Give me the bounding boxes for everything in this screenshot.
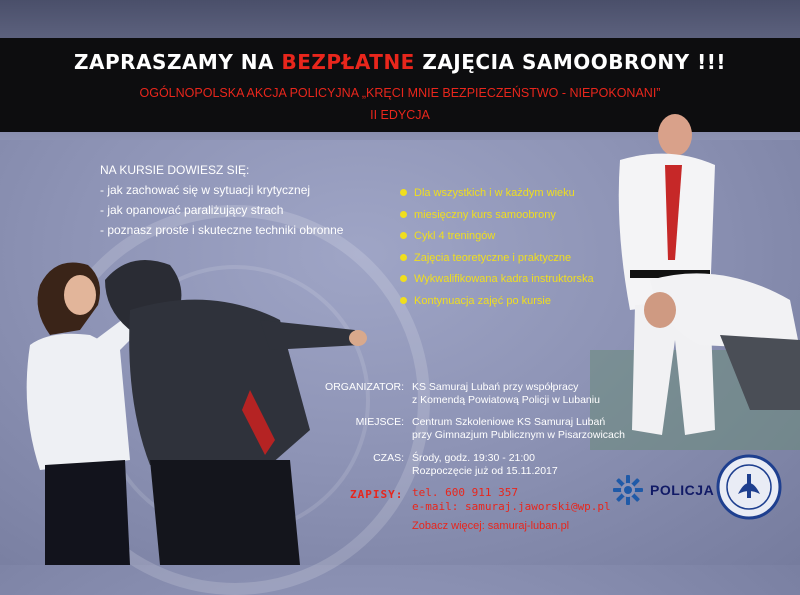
headline xyxy=(0,50,800,74)
campaign-name: OGÓLNOPOLSKA AKCJA POLICYJNA „KRĘCI MNIE BEZPIECZEŃSTWO - NIEPOKONANI” xyxy=(139,86,661,100)
woman-pants xyxy=(45,460,130,565)
organizer-value: KS Samuraj Lubań przy współpracy z Komendą Powiatową Policji w Lubaniu xyxy=(412,381,600,406)
feature-item: Wykwalifikowana kadra instruktorska xyxy=(398,272,594,294)
woman-face xyxy=(64,275,96,315)
police-logo xyxy=(612,474,714,506)
photo-instructors xyxy=(590,110,800,450)
feature-item: miesięczny kurs samoobrony xyxy=(398,208,594,230)
instructor-head xyxy=(658,114,692,156)
time-label: CZAS: xyxy=(373,452,404,464)
place-value: Centrum Szkoleniowe KS Samuraj Lubań przy Gimnazjum Publicznym w Pisarzowicach xyxy=(412,416,625,441)
feature-item: Kontynuacja zajęć po kursie xyxy=(398,294,594,316)
benefit-item: - jak opanować paraliżujący strach xyxy=(100,203,284,217)
bullet-dot-icon xyxy=(400,254,407,261)
feature-item: Zajęcia teoretyczne i praktyczne xyxy=(398,251,594,273)
headline-text-start: ZAPRASZAMY NA xyxy=(74,50,282,74)
bullet-dot-icon xyxy=(400,232,407,239)
signup-label: ZAPISY: xyxy=(350,488,404,501)
headline-highlight: BEZPŁATNE xyxy=(281,50,415,74)
time-value: Środy, godz. 19:30 - 21:00 Rozpoczęcie już od 15.11.2017 xyxy=(412,452,558,477)
benefit-item: - jak zachować się w sytuacji krytycznej xyxy=(100,183,311,197)
partner-head xyxy=(644,292,676,328)
organizer-label: ORGANIZATOR: xyxy=(325,381,404,393)
benefit-item: - poznasz proste i skuteczne techniki obronne xyxy=(100,223,344,237)
feature-item: Cykl 4 treningów xyxy=(398,229,594,251)
place-label: MIEJSCE: xyxy=(355,416,404,428)
email-address: e-mail: samuraj.jaworski@wp.pl xyxy=(412,500,611,513)
phone-number: tel. 600 911 357 xyxy=(412,486,518,499)
bullet-dot-icon xyxy=(400,275,407,282)
police-star-icon xyxy=(612,474,644,506)
website-link[interactable]: Zobacz więcej: samuraj-luban.pl xyxy=(412,520,570,532)
benefits-title: NA KURSIE DOWIESZ SIĘ: xyxy=(100,163,250,177)
edition-label: II EDYCJA xyxy=(370,108,430,122)
bullet-dot-icon xyxy=(400,211,407,218)
attacker-arm xyxy=(260,320,360,350)
club-seal-icon xyxy=(716,454,782,520)
bullet-dot-icon xyxy=(400,297,407,304)
course-benefits xyxy=(100,160,343,240)
feature-list xyxy=(398,186,594,315)
police-wordmark: POLICJA xyxy=(650,482,715,498)
bullet-dot-icon xyxy=(400,189,407,196)
feature-item: Dla wszystkich i w każdym wieku xyxy=(398,186,594,208)
attacker-hand xyxy=(349,330,367,346)
attacker-pants xyxy=(150,460,300,565)
photo-self-defense-pair xyxy=(10,250,380,565)
signup-contact xyxy=(412,486,611,514)
headline-text-end: ZAJĘCIA SAMOOBRONY !!! xyxy=(414,50,726,74)
